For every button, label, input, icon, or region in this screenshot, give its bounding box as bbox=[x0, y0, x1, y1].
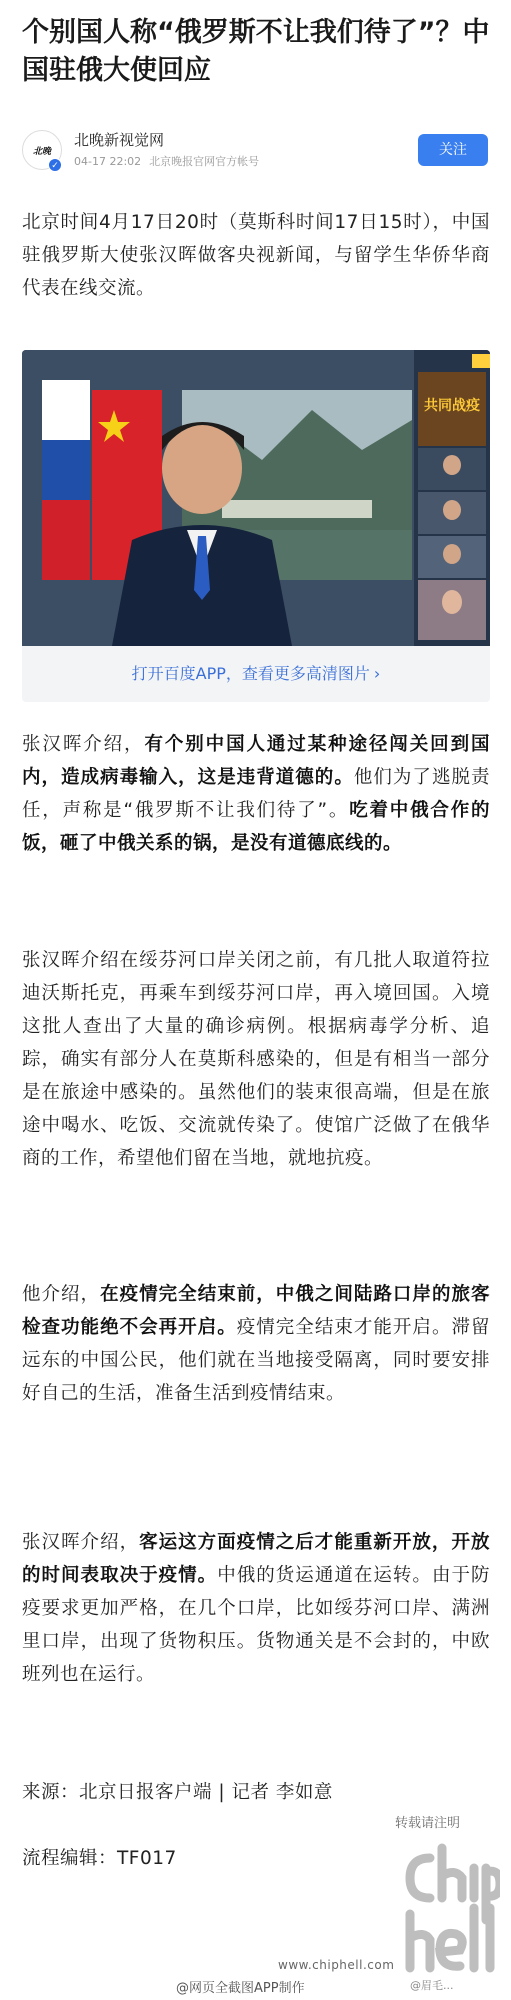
paragraph-intro: 北京时间4月17日20时（莫斯科时间17日15时），中国驻俄罗斯大使张汉晖做客央视新闻，与留学生华侨华商代表在线交流。 bbox=[22, 212, 490, 299]
paragraph-2 bbox=[22, 728, 490, 860]
author-meta bbox=[74, 154, 259, 170]
chiphell-logo-watermark bbox=[400, 1838, 500, 1988]
article-title: 个别国人称“俄罗斯不让我们待了”？中国驻俄大使回应 bbox=[22, 17, 490, 86]
verified-badge-icon: ✓ bbox=[48, 158, 62, 172]
watermark-app: @网页全截图APP制作 bbox=[176, 1981, 305, 1996]
p5-text: 中俄的货运通道在运转。由于防疫要求更加严格，在几个口岸，比如绥芬河口岸、满洲里口岸，出现了货物积压。货物通关是不会封的，中欧班列也在运行。 bbox=[22, 1565, 490, 1685]
p5-bold: 客运这方面疫情之后才能重新开放，开放的时间表取决于疫情。 bbox=[22, 1532, 490, 1586]
avatar-logo-text: 北晚 bbox=[32, 146, 51, 157]
video-screenshot-image[interactable] bbox=[22, 350, 490, 646]
follow-button[interactable]: 关注 bbox=[418, 134, 488, 166]
chevron-right-icon: › bbox=[373, 664, 381, 683]
author-bar bbox=[22, 128, 492, 180]
paragraph-3: 张汉晖介绍在绥芬河口岸关闭之前，有几批人取道符拉迪沃斯托克，再乘车到绥芬河口岸，再入境回国。入境这批人查出了大量的确诊病例。根据病毒学分析、追踪，确实有部分人在莫斯科感染的，但是有相当一部分是在旅途中感染的。虽然他们的装束很高端，但是在旅途中喝水、吃饭、交流就传染了。使馆广泛做了在俄华商的工作，希望他们留在当地，就地抗疫。 bbox=[22, 950, 490, 1169]
paragraph-4 bbox=[22, 1278, 490, 1410]
p4-lead: 他介绍， bbox=[22, 1284, 101, 1305]
watermark-weibo: @眉毛... bbox=[410, 1979, 454, 1992]
p2-lead: 张汉晖介绍， bbox=[22, 734, 145, 755]
open-app-link[interactable] bbox=[22, 646, 490, 702]
p4-bold: 在疫情完全结束前，中俄之间陆路口岸的旅客检查功能绝不会再开启。 bbox=[22, 1284, 490, 1338]
open-app-link-label: 打开百度APP，查看更多高清图片 bbox=[131, 664, 370, 683]
overlay-title-text: 共同战疫 bbox=[424, 398, 480, 414]
author-description: 北京晚报官网官方帐号 bbox=[149, 155, 260, 168]
p2-bold-2: 吃着中俄合作的饭，砸了中俄关系的锅，是没有道德底线的。 bbox=[22, 800, 490, 854]
media-card[interactable] bbox=[22, 350, 490, 702]
publish-date: 04-17 22:02 bbox=[74, 155, 142, 168]
watermark-url: www.chiphell.com bbox=[278, 1958, 395, 1972]
p2-bold-1: 有个别中国人通过某种途径闯关回到国内，造成病毒输入，这是违背道德的。 bbox=[22, 734, 490, 788]
p5-lead: 张汉晖介绍， bbox=[22, 1532, 140, 1553]
source-line: 来源：北京日报客户端 | 记者 李如意 bbox=[22, 1782, 333, 1803]
editor-line: 流程编辑：TF017 bbox=[22, 1848, 177, 1869]
author-name[interactable]: 北晚新视觉网 bbox=[74, 131, 165, 149]
reprint-notice: 转载请注明 bbox=[395, 1816, 461, 1831]
p2-text: 他们为了逃脱责任，声称是“俄罗斯不让我们待了”。 bbox=[22, 767, 490, 821]
paragraph-5 bbox=[22, 1526, 490, 1691]
p4-text: 疫情完全结束才能开启。滞留远东的中国公民，他们就在当地接受隔离，同时要安排好自己的生活，准备生活到疫情结束。 bbox=[22, 1317, 490, 1404]
